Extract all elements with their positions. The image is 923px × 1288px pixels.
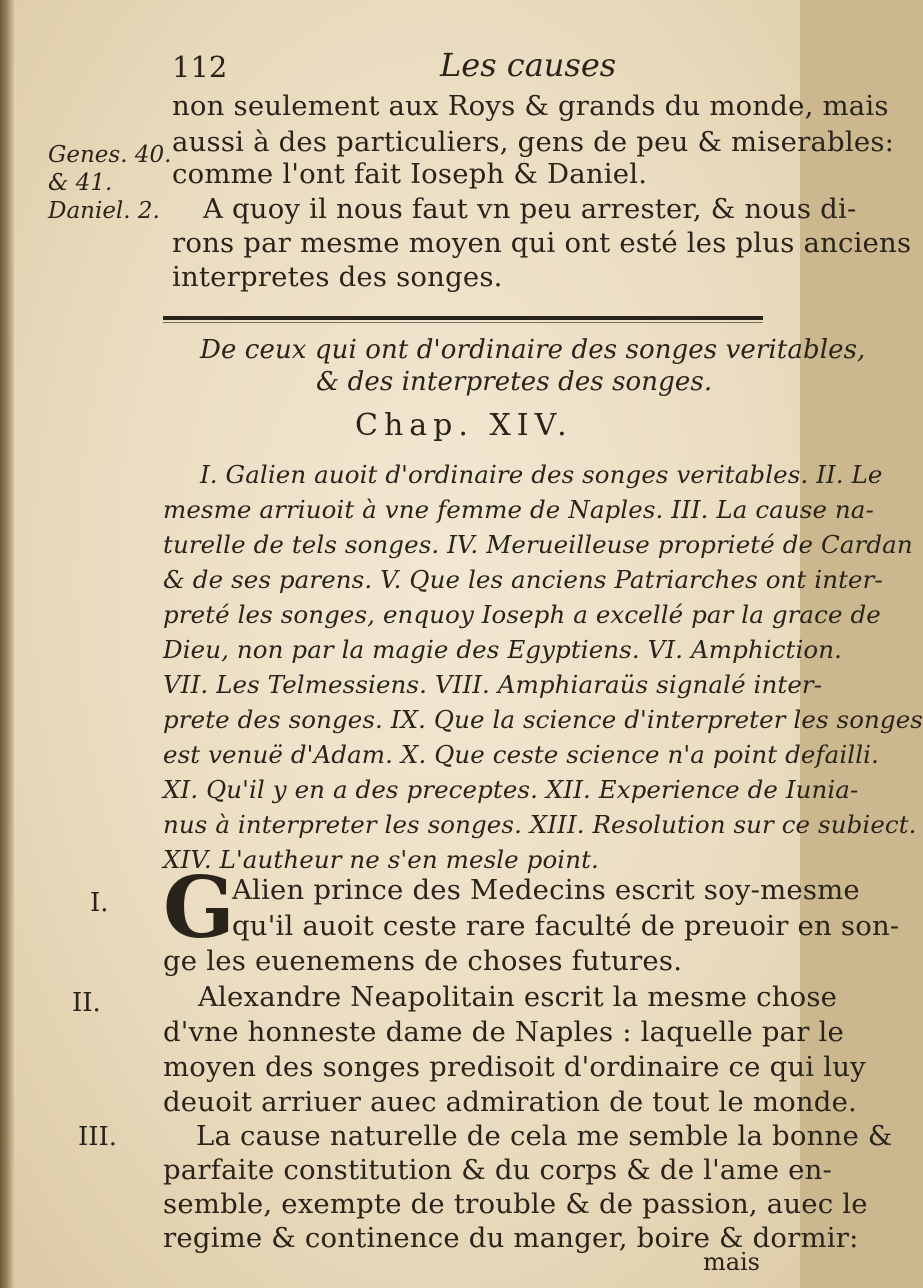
- paragraph-line: d'vne honneste dame de Naples : laquelle par le: [163, 1016, 845, 1048]
- paragraph-line: qu'il auoit ceste rare faculté de preuoir en son-: [232, 910, 900, 942]
- paragraph-line: Alexandre Neapolitain escrit la mesme chose: [198, 981, 838, 1013]
- page-number: 112: [172, 50, 228, 84]
- summary-line: XI. Qu'il y en a des preceptes. XII. Experience de Iunia-: [163, 775, 859, 804]
- summary-line: VII. Les Telmessiens. VIII. Amphiaraüs signalé inter-: [163, 670, 823, 699]
- summary-line: I. Galien auoit d'ordinaire des songes veritables. II. Le: [200, 460, 883, 489]
- chapter-label: Chap. XIV.: [355, 408, 573, 443]
- drop-cap: G: [163, 858, 235, 957]
- summary-line: est venuë d'Adam. X. Que ceste science n'a point defailli.: [163, 740, 879, 769]
- running-title: Les causes: [440, 46, 617, 84]
- opening-line: aussi à des particuliers, gens de peu & miserables:: [172, 126, 895, 158]
- summary-line: nus à interpreter les songes. XIII. Resolution sur ce subiect.: [163, 810, 917, 839]
- paragraph-line: semble, exempte de trouble & de passion, auec le: [163, 1188, 868, 1220]
- section-numeral: II.: [72, 988, 101, 1018]
- paragraph-line: La cause naturelle de cela me semble la bonne &: [196, 1120, 893, 1152]
- section-heading-line: & des interpretes des songes.: [316, 367, 713, 397]
- paragraph-line: Alien prince des Medecins escrit soy-mesme: [232, 874, 860, 906]
- summary-line: prete des songes. IX. Que la science d'interpreter les songes: [163, 705, 923, 734]
- margin-note-daniel: Daniel. 2.: [48, 198, 160, 224]
- section-numeral: I.: [90, 888, 109, 918]
- margin-note-genesis: Genes. 40.: [48, 142, 172, 168]
- opening-line: interpretes des songes.: [172, 261, 503, 293]
- summary-line: Dieu, non par la magie des Egyptiens. VI. Amphiction.: [163, 635, 843, 664]
- summary-line: XIV. L'autheur ne s'en mesle point.: [163, 845, 599, 874]
- paragraph-line: moyen des songes predisoit d'ordinaire ce qui luy: [163, 1051, 866, 1083]
- catchword: mais: [702, 1248, 760, 1276]
- paragraph-line: ge les euenemens de choses futures.: [163, 945, 683, 977]
- margin-note-chapter: & 41.: [48, 170, 113, 196]
- opening-line: non seulement aux Roys & grands du monde, mais: [172, 90, 889, 122]
- section-divider-hairline: [163, 322, 763, 323]
- summary-line: & de ses parens. V. Que les anciens Patriarches ont inter-: [163, 565, 883, 594]
- summary-line: mesme arriuoit à vne femme de Naples. III. La cause na-: [163, 495, 874, 524]
- paragraph-line: regime & continence du manger, boire & dormir:: [163, 1222, 859, 1254]
- opening-line: comme l'ont fait Ioseph & Daniel.: [172, 158, 648, 190]
- book-spine-edge: [0, 0, 14, 1288]
- paragraph-line: parfaite constitution & du corps & de l'ame en-: [163, 1154, 833, 1186]
- section-numeral: III.: [78, 1122, 118, 1152]
- summary-line: preté les songes, enquoy Ioseph a excellé par la grace de: [163, 600, 881, 629]
- summary-line: turelle de tels songes. IV. Merueilleuse proprieté de Cardan: [163, 530, 913, 559]
- section-divider-rule: [163, 316, 763, 320]
- section-heading-line: De ceux qui ont d'ordinaire des songes veritables,: [200, 335, 866, 365]
- paragraph-line: deuoit arriuer auec admiration de tout le monde.: [163, 1086, 857, 1118]
- opening-line: rons par mesme moyen qui ont esté les plus anciens: [172, 227, 912, 259]
- opening-line: A quoy il nous faut vn peu arrester, & nous di-: [203, 193, 857, 225]
